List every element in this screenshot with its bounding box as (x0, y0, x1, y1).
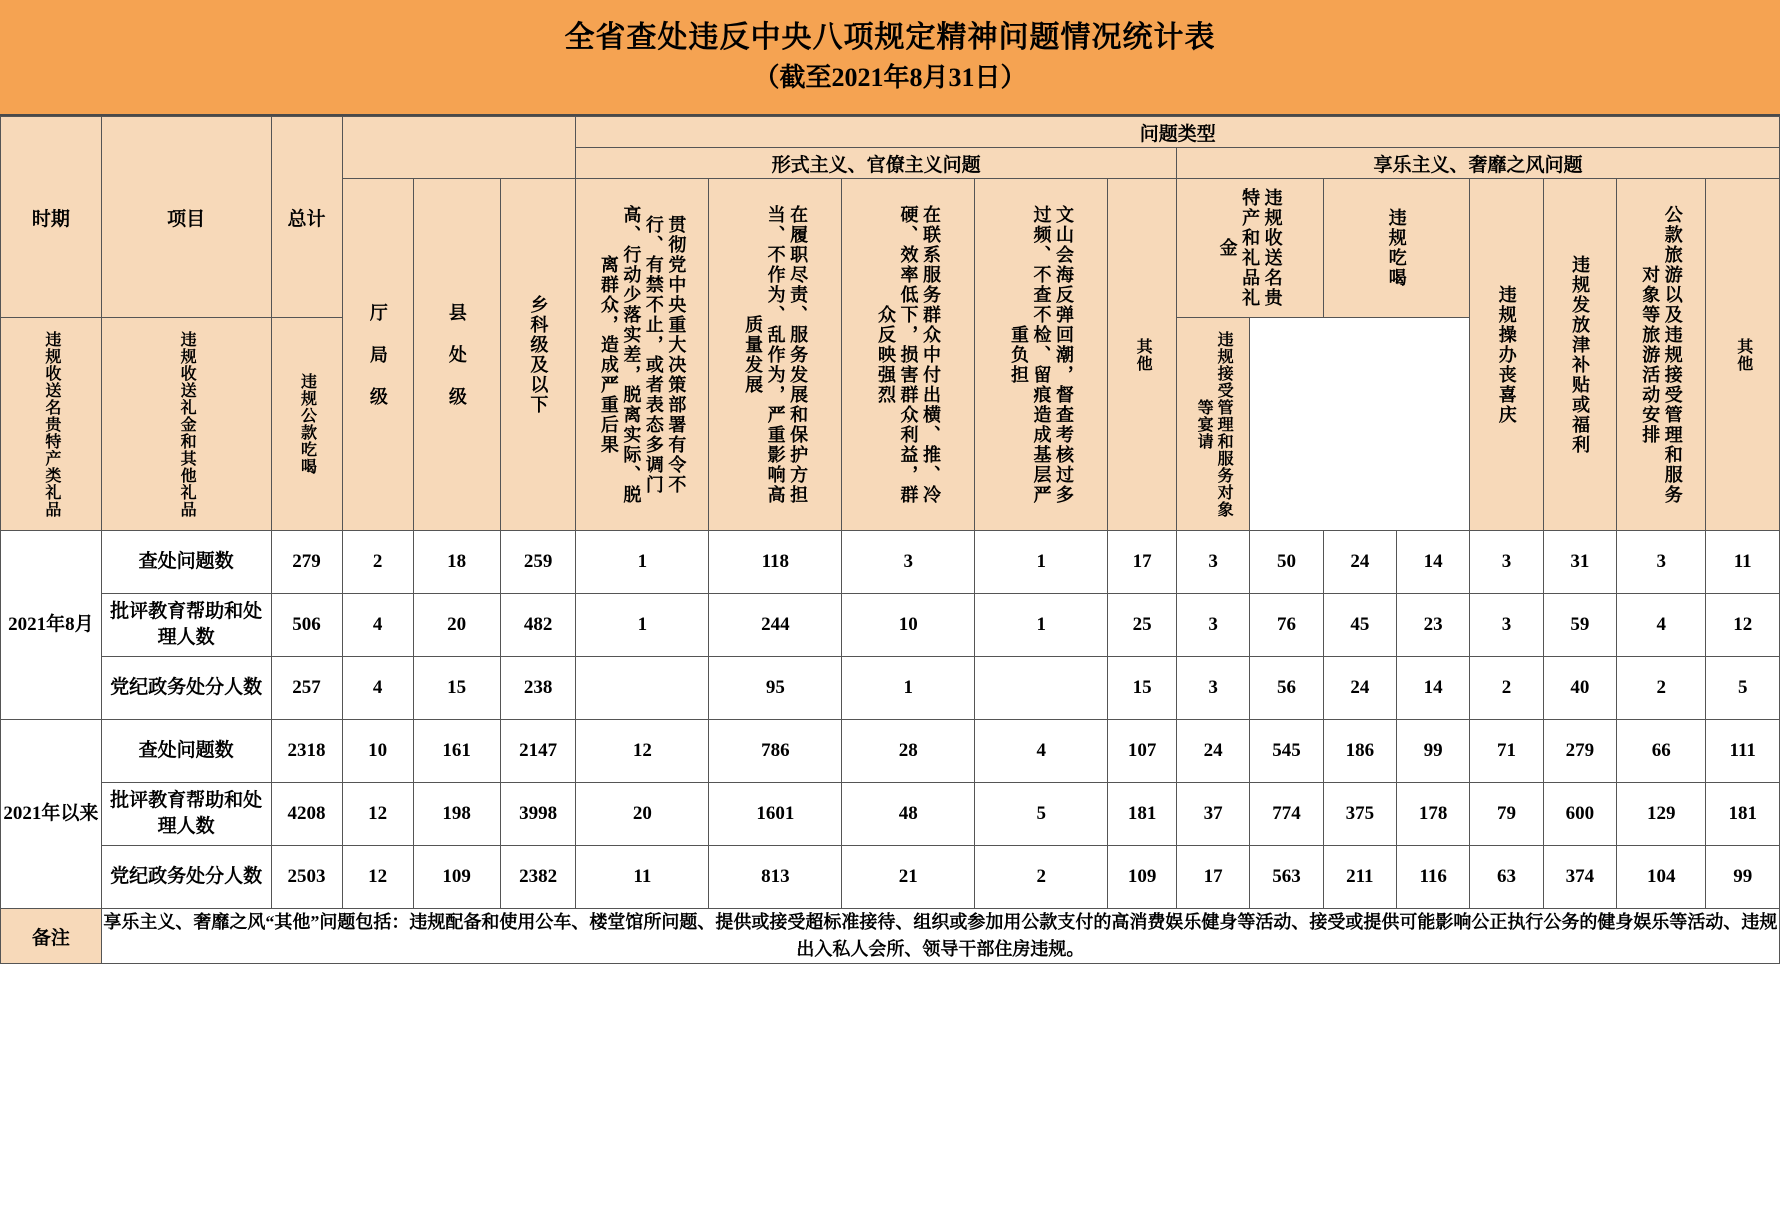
row-item-label: 查处问题数 (101, 720, 271, 783)
header-group-formalism: 形式主义、官僚主义问题 (576, 148, 1177, 179)
note-row (1, 909, 1780, 964)
cell-h4: 14 (1397, 531, 1470, 594)
cell-f2: 813 (709, 846, 842, 909)
cell-f2: 118 (709, 531, 842, 594)
cell-f2: 95 (709, 657, 842, 720)
cell-xiang: 238 (500, 657, 576, 720)
cell-f5: 181 (1108, 783, 1177, 846)
table-row (1, 594, 1780, 657)
row-period: 2021年8月 (1, 531, 102, 720)
cell-total: 279 (271, 531, 342, 594)
header-h6: 违规发放津补贴或福利 (1543, 179, 1616, 531)
cell-f1 (576, 657, 709, 720)
header-period: 时期 (1, 117, 102, 318)
header-problem-type: 问题类型 (576, 117, 1780, 148)
cell-h4: 99 (1397, 720, 1470, 783)
page-subtitle: （截至2021年8月31日） (753, 62, 1027, 92)
cell-h6: 31 (1543, 531, 1616, 594)
header-f5: 其他 (1108, 179, 1177, 531)
table-row (1, 720, 1780, 783)
cell-f3: 1 (842, 657, 975, 720)
title-band (0, 0, 1780, 116)
cell-f4: 1 (975, 531, 1108, 594)
cell-h3: 375 (1323, 783, 1396, 846)
cell-total: 257 (271, 657, 342, 720)
cell-h3: 211 (1323, 846, 1396, 909)
cell-h1: 37 (1176, 783, 1249, 846)
table-row (1, 531, 1780, 594)
table-row (1, 657, 1780, 720)
cell-f3: 10 (842, 594, 975, 657)
header-h7: 公款旅游以及违规接受管理和服务对象等旅游活动安排 (1617, 179, 1706, 531)
cell-h4: 14 (1397, 657, 1470, 720)
cell-total: 4208 (271, 783, 342, 846)
cell-xiang: 259 (500, 531, 576, 594)
cell-xian: 20 (413, 594, 500, 657)
cell-h2: 774 (1250, 783, 1323, 846)
header-h4: 违规接受管理和服务对象等宴请 (1176, 318, 1249, 531)
cell-f1: 1 (576, 531, 709, 594)
cell-h8: 12 (1706, 594, 1780, 657)
cell-f1: 12 (576, 720, 709, 783)
cell-f4: 1 (975, 594, 1108, 657)
header-level-spacer (342, 117, 576, 148)
cell-h4: 23 (1397, 594, 1470, 657)
cell-xiang: 2147 (500, 720, 576, 783)
cell-ting: 10 (342, 720, 413, 783)
cell-h7: 66 (1617, 720, 1706, 783)
header-level-ting: 厅 局 级 (342, 179, 413, 531)
cell-xiang: 482 (500, 594, 576, 657)
cell-h2: 56 (1250, 657, 1323, 720)
cell-h2: 76 (1250, 594, 1323, 657)
cell-f4: 4 (975, 720, 1108, 783)
cell-f1: 1 (576, 594, 709, 657)
cell-h5: 2 (1470, 657, 1543, 720)
cell-h3: 45 (1323, 594, 1396, 657)
cell-h1: 3 (1176, 657, 1249, 720)
header-group-hedonism: 享乐主义、奢靡之风问题 (1176, 148, 1779, 179)
cell-h5: 63 (1470, 846, 1543, 909)
row-item-label: 批评教育帮助和处理人数 (101, 783, 271, 846)
cell-xian: 161 (413, 720, 500, 783)
cell-h7: 104 (1617, 846, 1706, 909)
row-item-label: 查处问题数 (101, 531, 271, 594)
cell-h1: 3 (1176, 531, 1249, 594)
cell-h2: 50 (1250, 531, 1323, 594)
cell-h2: 563 (1250, 846, 1323, 909)
header-h1: 违规收送名贵特产类礼品 (1, 318, 102, 531)
header-group-gift: 违规收送名贵特产和礼品礼金 (1176, 179, 1323, 318)
cell-f3: 48 (842, 783, 975, 846)
cell-ting: 2 (342, 531, 413, 594)
cell-h1: 3 (1176, 594, 1249, 657)
cell-h5: 79 (1470, 783, 1543, 846)
cell-h7: 4 (1617, 594, 1706, 657)
cell-h6: 59 (1543, 594, 1616, 657)
header-h5: 违规操办丧喜庆 (1470, 179, 1543, 531)
cell-h7: 3 (1617, 531, 1706, 594)
header-level-xiang: 乡科级及以下 (500, 179, 576, 531)
cell-f2: 1601 (709, 783, 842, 846)
cell-ting: 12 (342, 783, 413, 846)
cell-xian: 18 (413, 531, 500, 594)
cell-xian: 198 (413, 783, 500, 846)
header-total: 总计 (271, 117, 342, 318)
cell-h8: 11 (1706, 531, 1780, 594)
note-text: 享乐主义、奢靡之风“其他”问题包括：违规配备和使用公车、楼堂馆所问题、提供或接受超标准接待、组织或参加用公款支付的高消费娱乐健身等活动、接受或提供可能影响公正执行公务的健身娱乐等活动、违规出入私人会所、领导干部住房违规。 (101, 909, 1779, 964)
cell-h4: 116 (1397, 846, 1470, 909)
cell-f4: 5 (975, 783, 1108, 846)
row-item-label: 党纪政务处分人数 (101, 846, 271, 909)
cell-h3: 24 (1323, 531, 1396, 594)
cell-h2: 545 (1250, 720, 1323, 783)
cell-h6: 374 (1543, 846, 1616, 909)
cell-h7: 2 (1617, 657, 1706, 720)
header-h2: 违规收送礼金和其他礼品 (101, 318, 271, 531)
note-label: 备注 (1, 909, 102, 964)
cell-h8: 181 (1706, 783, 1780, 846)
cell-f5: 109 (1108, 846, 1177, 909)
cell-f4: 2 (975, 846, 1108, 909)
header-level-spacer2 (342, 148, 576, 179)
row-item-label: 党纪政务处分人数 (101, 657, 271, 720)
cell-h6: 279 (1543, 720, 1616, 783)
header-group-eat: 违规吃喝 (1323, 179, 1470, 318)
cell-h5: 3 (1470, 531, 1543, 594)
cell-f1: 20 (576, 783, 709, 846)
cell-h4: 178 (1397, 783, 1470, 846)
row-period: 2021年以来 (1, 720, 102, 909)
table-row (1, 783, 1780, 846)
cell-total: 2503 (271, 846, 342, 909)
cell-f5: 15 (1108, 657, 1177, 720)
cell-h6: 600 (1543, 783, 1616, 846)
cell-total: 506 (271, 594, 342, 657)
cell-h7: 129 (1617, 783, 1706, 846)
header-f1: 贯彻党中央重大决策部署有令不行、有禁不止，或者表态多调门高、行动少落实差，脱离实际、脱离群众，造成严重后果 (576, 179, 709, 531)
cell-ting: 4 (342, 594, 413, 657)
cell-total: 2318 (271, 720, 342, 783)
cell-h8: 5 (1706, 657, 1780, 720)
cell-h1: 17 (1176, 846, 1249, 909)
row-item-label: 批评教育帮助和处理人数 (101, 594, 271, 657)
cell-xiang: 3998 (500, 783, 576, 846)
cell-f5: 17 (1108, 531, 1177, 594)
cell-h5: 71 (1470, 720, 1543, 783)
cell-h8: 111 (1706, 720, 1780, 783)
cell-f3: 21 (842, 846, 975, 909)
cell-f2: 244 (709, 594, 842, 657)
cell-h3: 186 (1323, 720, 1396, 783)
cell-f4 (975, 657, 1108, 720)
cell-h6: 40 (1543, 657, 1616, 720)
cell-xian: 15 (413, 657, 500, 720)
cell-h5: 3 (1470, 594, 1543, 657)
table-row (1, 846, 1780, 909)
cell-h8: 99 (1706, 846, 1780, 909)
cell-f5: 107 (1108, 720, 1177, 783)
header-f4: 文山会海反弹回潮，督查考核过多过频、不查不检、留痕造成基层严重负担 (975, 179, 1108, 531)
header-level-xian: 县 处 级 (413, 179, 500, 531)
header-item: 项目 (101, 117, 271, 318)
cell-ting: 12 (342, 846, 413, 909)
cell-f3: 28 (842, 720, 975, 783)
cell-xiang: 2382 (500, 846, 576, 909)
cell-f5: 25 (1108, 594, 1177, 657)
cell-f2: 786 (709, 720, 842, 783)
statistics-table (0, 116, 1780, 964)
header-h8: 其他 (1706, 179, 1780, 531)
header-h3: 违规公款吃喝 (271, 318, 342, 531)
cell-f1: 11 (576, 846, 709, 909)
page-title: 全省查处违反中央八项规定精神问题情况统计表 (564, 21, 1216, 55)
header-f3: 在联系服务群众中付出横、推、冷硬、效率低下，损害群众利益，群众反映强烈 (842, 179, 975, 531)
cell-xian: 109 (413, 846, 500, 909)
header-f2: 在履职尽责、服务发展和保护方担当、不作为、乱作为，严重影响高质量发展 (709, 179, 842, 531)
cell-f3: 3 (842, 531, 975, 594)
cell-h1: 24 (1176, 720, 1249, 783)
cell-ting: 4 (342, 657, 413, 720)
cell-h3: 24 (1323, 657, 1396, 720)
